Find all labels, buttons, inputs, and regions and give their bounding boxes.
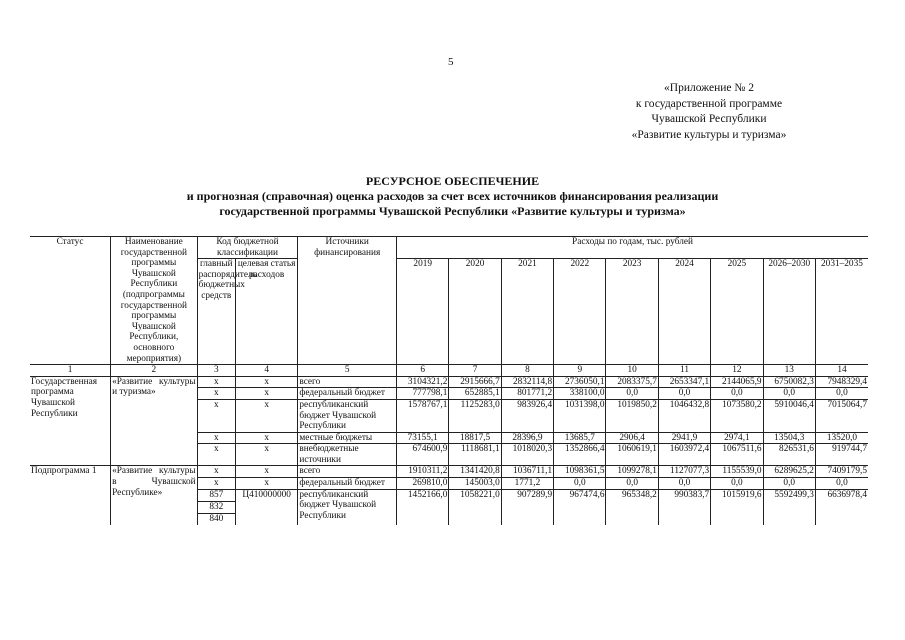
appendix-line: к государственной программе bbox=[635, 97, 783, 110]
row-code-target: х bbox=[235, 388, 297, 400]
appendix-line: Чувашской Республики bbox=[651, 113, 767, 125]
column-number: 5 bbox=[298, 365, 397, 377]
row-value: 965348,2 bbox=[606, 489, 658, 525]
document-title bbox=[0, 174, 905, 219]
appendix-line: «Приложение № 2 bbox=[664, 82, 754, 94]
header-year: 2021 bbox=[501, 259, 553, 273]
header-year: 2020 bbox=[449, 259, 501, 273]
row-value: 28396,9 bbox=[501, 432, 553, 444]
row-value: 2736050,1 bbox=[554, 376, 606, 388]
column-number: 13 bbox=[763, 365, 815, 377]
row-value: 801771,2 bbox=[501, 388, 553, 400]
column-number: 1 bbox=[30, 365, 111, 377]
row-value: 0,0 bbox=[554, 478, 606, 490]
row-value: 1060619,1 bbox=[606, 444, 658, 466]
column-number: 8 bbox=[501, 365, 553, 377]
row-value: 1127077,3 bbox=[658, 466, 710, 478]
row-source: республиканский бюджет Чувашской Республики bbox=[298, 399, 397, 432]
row-value: 2906,4 bbox=[606, 432, 658, 444]
row-value: 2974,1 bbox=[711, 432, 763, 444]
row-value: 0,0 bbox=[711, 388, 763, 400]
title-line-2: и прогнозная (справочная) оценка расходов за счет всех источников финансирования реализации bbox=[186, 189, 719, 203]
column-number: 7 bbox=[449, 365, 501, 377]
row-value: 73155,1 bbox=[397, 432, 449, 444]
row-source: внебюджетные источники bbox=[298, 444, 397, 466]
row-code-manager: 840 bbox=[198, 513, 235, 525]
header-target-item: целевая статья расходов bbox=[235, 259, 297, 365]
row-value: 983926,4 bbox=[501, 399, 553, 432]
column-number: 9 bbox=[554, 365, 606, 377]
column-number-row bbox=[30, 365, 868, 377]
row-value: 2083375,7 bbox=[606, 376, 658, 388]
row-value: 0,0 bbox=[606, 478, 658, 490]
row-value: 5592499,3 bbox=[763, 489, 815, 525]
row-value: 652885,1 bbox=[449, 388, 501, 400]
row-value: 777798,1 bbox=[397, 388, 449, 400]
row-source: всего bbox=[298, 466, 397, 478]
row-value: 6289625,2 bbox=[763, 466, 815, 478]
row-value: 1155539,0 bbox=[711, 466, 763, 478]
appendix-line: «Развитие культуры и туризма» bbox=[631, 128, 787, 141]
header-year: 2023 bbox=[606, 259, 658, 273]
row-code-manager: 832 bbox=[198, 501, 235, 513]
row-value: 1341420,8 bbox=[449, 466, 501, 478]
row-value: 2653347,1 bbox=[658, 376, 710, 388]
column-number: 3 bbox=[197, 365, 235, 377]
row-value: 2941,9 bbox=[658, 432, 710, 444]
row-value: 826531,6 bbox=[763, 444, 815, 466]
row-value: 1036711,1 bbox=[501, 466, 553, 478]
row-code-target: х bbox=[235, 478, 297, 490]
column-number: 11 bbox=[658, 365, 710, 377]
row-value: 1058221,0 bbox=[449, 489, 501, 525]
row-value: 0,0 bbox=[763, 478, 815, 490]
row-value: 13520,0 bbox=[815, 432, 868, 444]
row-value: 919744,7 bbox=[815, 444, 868, 466]
column-number: 12 bbox=[711, 365, 763, 377]
row-value: 1099278,1 bbox=[606, 466, 658, 478]
row-code-manager: х bbox=[197, 388, 235, 400]
header-year: 2026–2030 bbox=[763, 259, 815, 273]
appendix-header bbox=[579, 81, 839, 143]
header-year: 2022 bbox=[554, 259, 606, 273]
row-value: 0,0 bbox=[606, 388, 658, 400]
row-code-target: х bbox=[235, 432, 297, 444]
column-number: 2 bbox=[111, 365, 198, 377]
page-number: 5 bbox=[448, 56, 454, 68]
column-number: 10 bbox=[606, 365, 658, 377]
row-source: местные бюджеты bbox=[298, 432, 397, 444]
resource-table bbox=[30, 236, 868, 525]
row-code-manager: х bbox=[197, 478, 235, 490]
row-value: 13685,7 bbox=[554, 432, 606, 444]
row-code-manager: х bbox=[197, 399, 235, 432]
column-number: 14 bbox=[815, 365, 868, 377]
row-value: 1352866,4 bbox=[554, 444, 606, 466]
header-year: 2031–2035 bbox=[815, 259, 868, 273]
row-value: 907289,9 bbox=[501, 489, 553, 525]
row-value: 0,0 bbox=[658, 478, 710, 490]
title-line-3: государственной программы Чувашской Республики «Развитие культуры и туризма» bbox=[219, 204, 686, 218]
row-value: 1067511,6 bbox=[711, 444, 763, 466]
row-value: 145003,0 bbox=[449, 478, 501, 490]
row-value: 2144065,9 bbox=[711, 376, 763, 388]
row-value: 1073580,2 bbox=[711, 399, 763, 432]
row-value: 13504,3 bbox=[763, 432, 815, 444]
row-value: 1603972,4 bbox=[658, 444, 710, 466]
row-code-manager: х bbox=[197, 432, 235, 444]
row-value: 6750082,3 bbox=[763, 376, 815, 388]
row-value: 338100,0 bbox=[554, 388, 606, 400]
row-value: 6636978,4 bbox=[815, 489, 868, 525]
row-source: республиканский бюджет Чувашской Республики bbox=[298, 489, 397, 525]
header-expenses: Расходы по годам, тыс. рублей bbox=[397, 237, 868, 259]
row-value: 1452166,0 bbox=[397, 489, 449, 525]
row-value: 1578767,1 bbox=[397, 399, 449, 432]
header-year: 2025 bbox=[711, 259, 763, 273]
row-code-manager: 857 bbox=[209, 489, 224, 500]
row-source: федеральный бюджет bbox=[298, 388, 397, 400]
table-row bbox=[30, 466, 868, 478]
row-value: 1098361,5 bbox=[554, 466, 606, 478]
row-value: 1910311,2 bbox=[397, 466, 449, 478]
row-value: 967474,6 bbox=[554, 489, 606, 525]
row-code-target: Ц410000000 bbox=[235, 489, 297, 525]
row-value: 0,0 bbox=[815, 478, 868, 490]
row-value: 7409179,5 bbox=[815, 466, 868, 478]
column-number: 4 bbox=[235, 365, 297, 377]
row-value: 1771,2 bbox=[501, 478, 553, 490]
row-value: 1125283,0 bbox=[449, 399, 501, 432]
row-code-target: х bbox=[235, 444, 297, 466]
row-value: 269810,0 bbox=[397, 478, 449, 490]
row-value: 1118681,1 bbox=[449, 444, 501, 466]
row-value: 2915666,7 bbox=[449, 376, 501, 388]
table-row bbox=[30, 376, 868, 388]
header-year: 2024 bbox=[658, 259, 710, 273]
row-program-name: «Развитие культуры и туризма» bbox=[111, 376, 198, 466]
row-value: 7948329,4 bbox=[827, 376, 867, 387]
header-sources: Источники финансирования bbox=[298, 237, 397, 365]
title-line-1: РЕСУРСНОЕ ОБЕСПЕЧЕНИЕ bbox=[365, 174, 540, 188]
row-code-target: х bbox=[235, 399, 297, 432]
row-value: 0,0 bbox=[711, 478, 763, 490]
row-code-manager: х bbox=[197, 466, 235, 478]
row-value: 0,0 bbox=[658, 388, 710, 400]
row-status: Государственная программа Чувашской Республики bbox=[30, 376, 111, 466]
row-value: 7015064,7 bbox=[815, 399, 868, 432]
row-value: 0,0 bbox=[763, 388, 815, 400]
row-code-manager: х bbox=[197, 444, 235, 466]
row-value: 18817,5 bbox=[449, 432, 501, 444]
row-code-target: х bbox=[235, 376, 297, 388]
row-source: всего bbox=[298, 376, 397, 388]
header-budget-code: Код бюджетной классификации bbox=[197, 237, 298, 259]
row-code-manager: х bbox=[197, 376, 235, 388]
row-value: 1015919,6 bbox=[711, 489, 763, 525]
row-value: 3104321,2 bbox=[397, 376, 449, 388]
row-value: 990383,7 bbox=[658, 489, 710, 525]
header-year: 2019 bbox=[397, 259, 449, 273]
row-code-target: х bbox=[235, 466, 297, 478]
row-status: Подпрограмма 1 bbox=[30, 466, 111, 525]
row-source: федеральный бюджет bbox=[298, 478, 397, 490]
row-value: 1018020,3 bbox=[501, 444, 553, 466]
row-program-name: «Развитие культуры в Чувашской Республике» bbox=[111, 466, 198, 525]
row-value: 1031398,0 bbox=[554, 399, 606, 432]
row-value: 5910046,4 bbox=[763, 399, 815, 432]
column-number: 6 bbox=[397, 365, 449, 377]
row-value: 1046432,8 bbox=[658, 399, 710, 432]
header-name: Наименование государственной программы Чувашской Республики (подпрограммы государственной программы Чувашской Республики, основного мероприятия) bbox=[111, 237, 198, 365]
row-value: 0,0 bbox=[815, 388, 868, 400]
row-value: 1019850,2 bbox=[606, 399, 658, 432]
row-value: 674600,9 bbox=[397, 444, 449, 466]
header-main-manager: главный распорядитель бюджетных средств bbox=[197, 259, 235, 365]
row-value: 2832114,8 bbox=[501, 376, 553, 388]
header-status: Статус bbox=[30, 237, 111, 365]
